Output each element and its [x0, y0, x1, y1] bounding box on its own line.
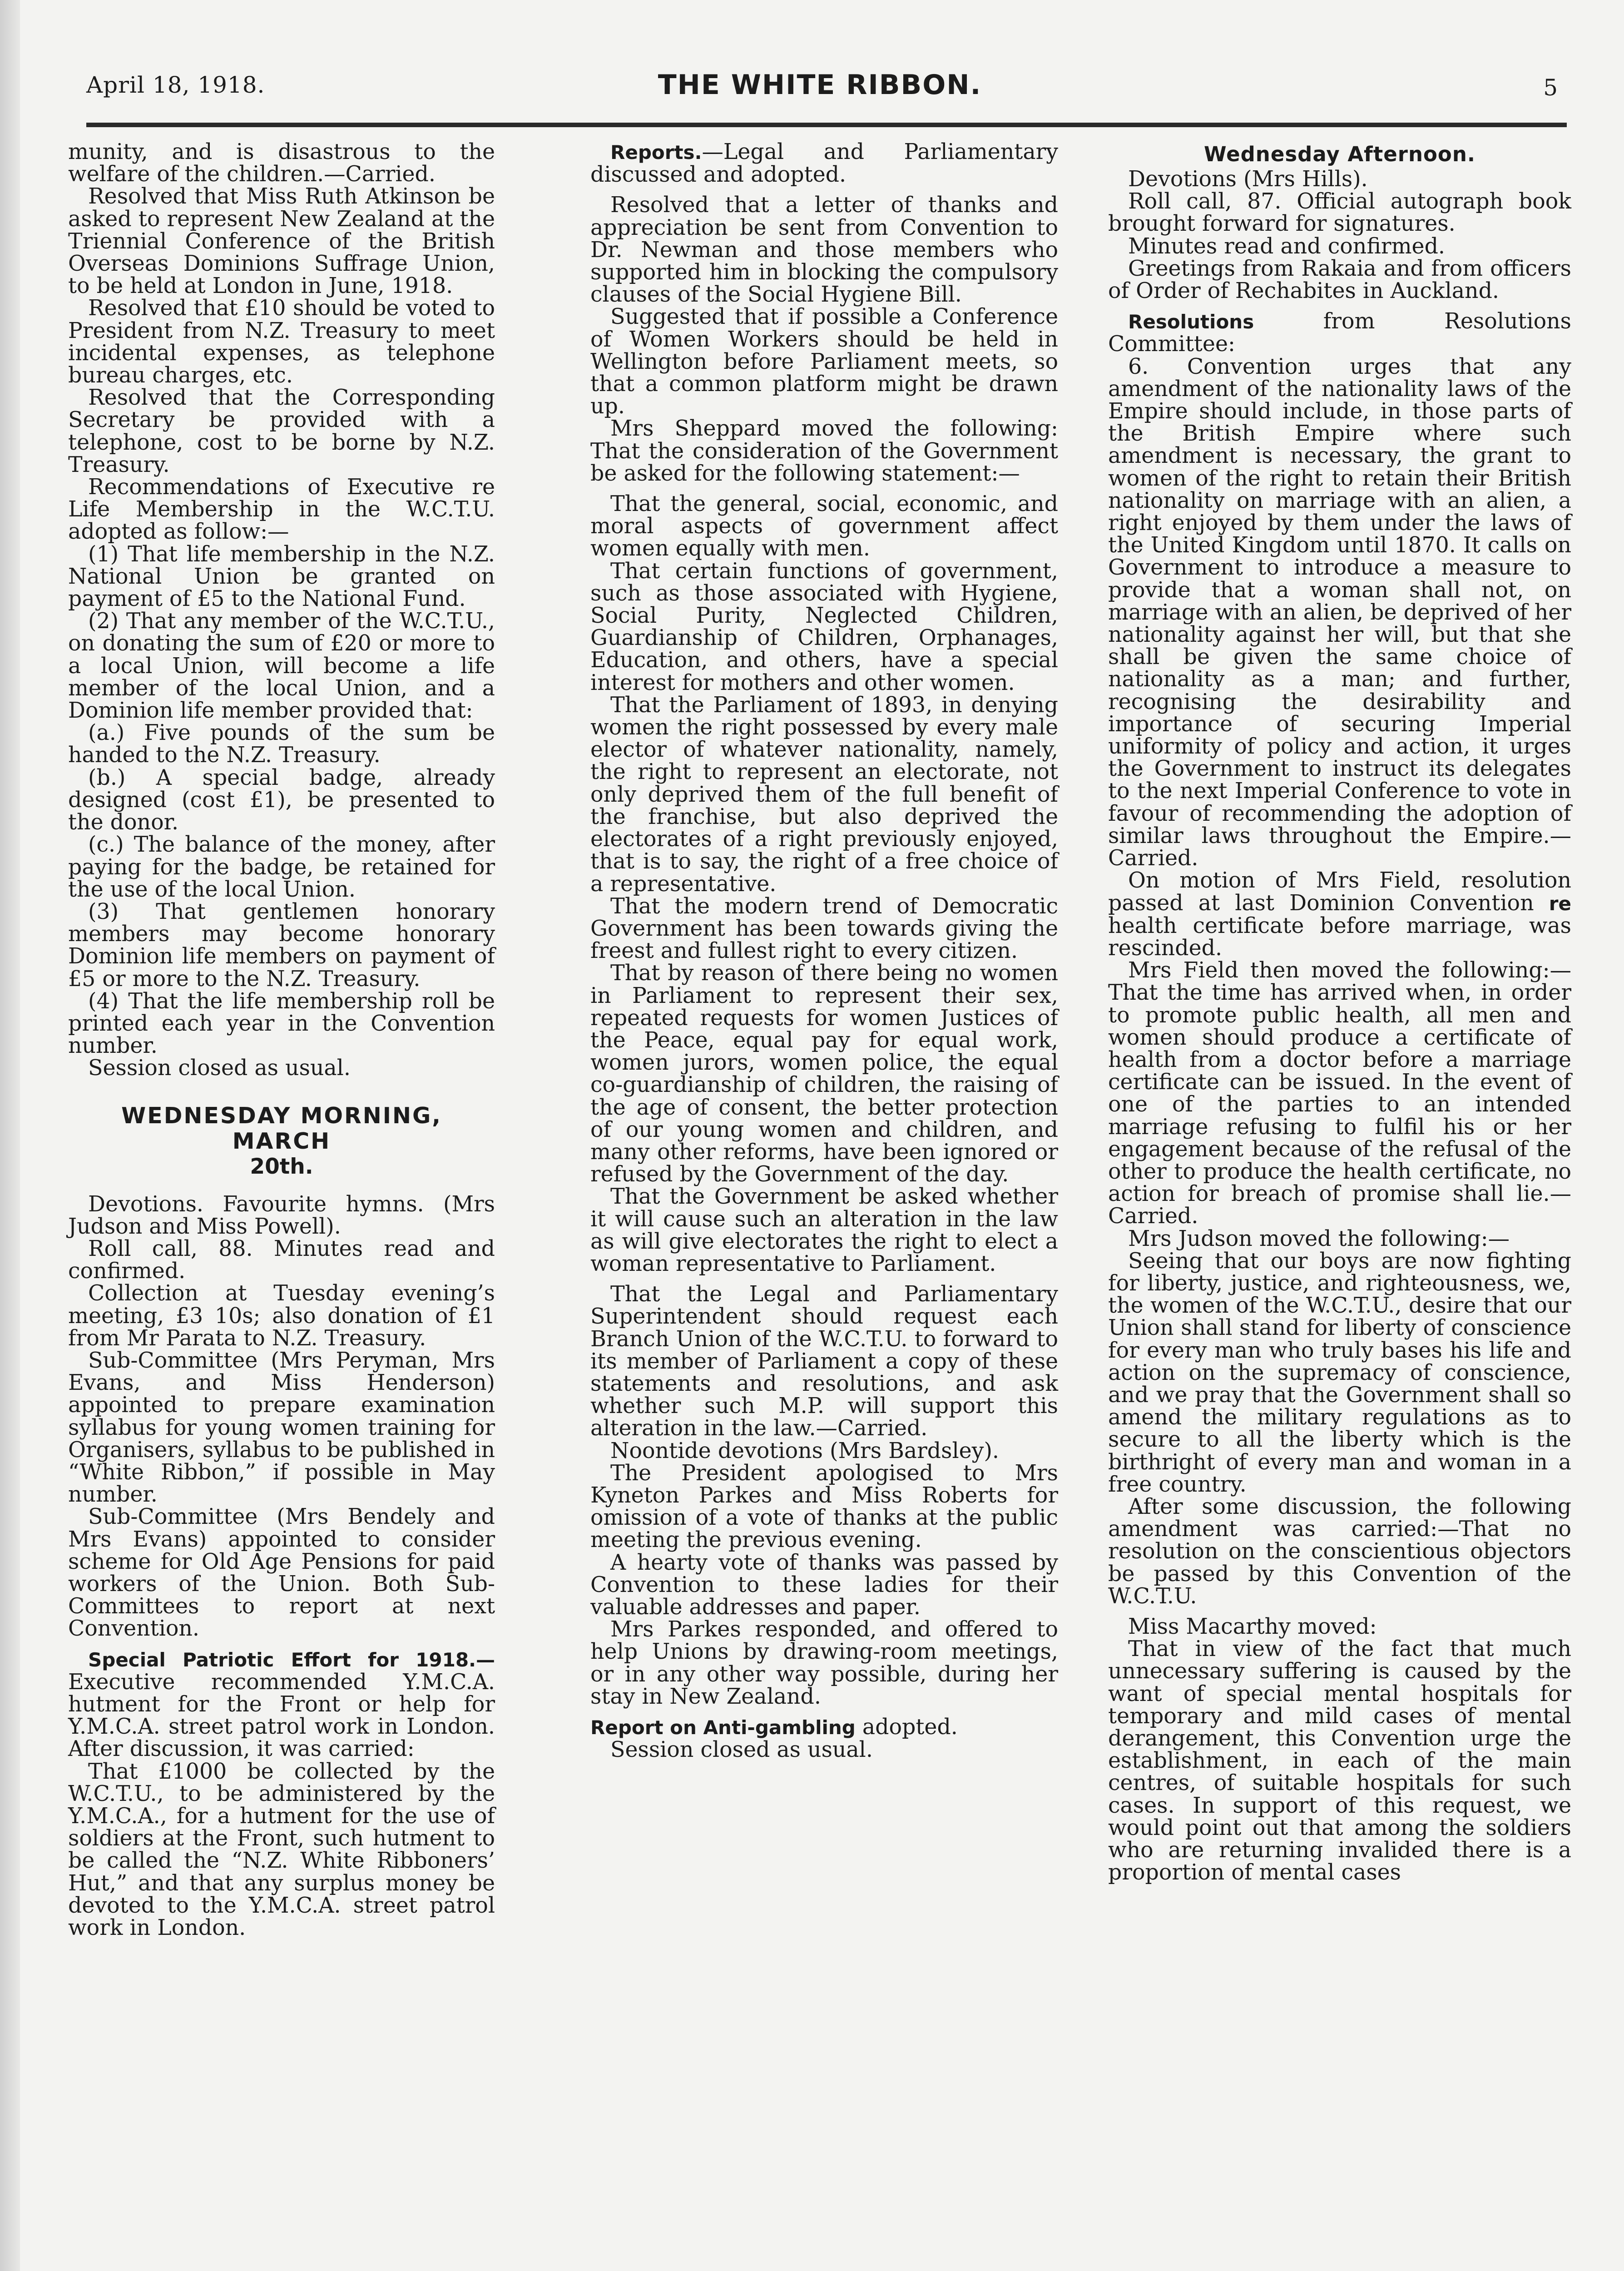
- paragraph: That the general, social, economic, and moral aspects of government affect women equally with men.: [590, 491, 1058, 561]
- paragraph: Session closed as usual.: [88, 1056, 351, 1081]
- paragraph: That the Government be asked whether it will cause such an alteration in the law as will give electorates the right to elect a woman representative to Parliament.: [590, 1184, 1058, 1276]
- paragraph: Minutes read and confirmed.: [1128, 233, 1445, 259]
- paragraph: Mrs Parkes responded, and offered to help Unions by drawing-room meetings, or in any other way possible, during her stay in New Zealand.: [590, 1617, 1058, 1709]
- paragraph: Resolved that the Corresponding Secretary be provided with a telephone, cost to be borne by N.Z. Treasury.: [68, 385, 495, 477]
- paragraph: [1108, 310, 1571, 355]
- paragraph: Resolved that a letter of thanks and appreciation be sent from Convention to Dr. Newman and those members who supported him in blocking the compulsory clauses of the Social Hygiene Bill.: [590, 193, 1058, 307]
- paragraph: Devotions (Mrs Hills).: [1128, 167, 1368, 192]
- paragraph: Greetings from Rakaia and from officers of Order of Rechabites in Auckland.: [1108, 256, 1571, 304]
- paragraph: That £1000 be collected by the W.C.T.U., to be administered by the Y.M.C.A., for a hutment for the use of soldiers at the Front, such hutment to be called the “N.Z. White Ribboners’ Hut,” and that any surplus money be devoted to the Y.M.C.A. street patrol work in London.: [68, 1759, 495, 1941]
- paragraph: (4) That the life membership roll be printed each year in the Convention number.: [68, 988, 495, 1059]
- paragraph: Session closed as usual.: [610, 1737, 873, 1763]
- paragraph: That certain functions of government, such as those associated with Hygiene, Social Purity, Neglected Children, Guardianship of Children, Orphanages, Education, and others, have a special interest for mothers and other women.: [590, 558, 1058, 695]
- paragraph: (b.) A special badge, already designed (cost £1), be presented to the donor.: [68, 765, 495, 835]
- paragraph-text: —Legal and Parliamentary discussed and adopted.: [590, 139, 1058, 188]
- paragraph: That the Legal and Parliamentary Superintendent should request each Branch Union of the W.C.T.U. to forward to its member of Parliament a copy of these statements and resolutions, and ask whether such M.P. will support this alteration in the law.—Carried.: [590, 1282, 1058, 1441]
- paragraph-text: adopted.: [855, 1715, 958, 1740]
- paragraph: Sub-Committee (Mrs Bendely and Mrs Evans) appointed to consider scheme for Old Age Pensions for paid workers of the Union. Both Sub-Committees to report at next Convention.: [68, 1504, 495, 1641]
- issue-date: April 18, 1918.: [86, 72, 265, 98]
- paragraph: [1108, 869, 1571, 959]
- paragraph: Collection at Tuesday evening’s meeting, £3 10s; also donation of £1 from Mr Parata to N.Z. Treasury.: [68, 1281, 495, 1351]
- paragraph: Mrs Field then moved the following:—That the time has arrived when, in order to promote public health, all men and women should produce a certificate of health from a doctor before a marriage certificate can be issued. In the event of one of the parties to an intended marriage refusing to fulfil his or her engagement because of the refusal of the other to produce the health certificate, no action for breach of promise shall lie.—Carried.: [1108, 958, 1571, 1229]
- run-in-term: re: [1549, 892, 1571, 915]
- paragraph: Roll call, 87. Official autograph book brought forward for signatures.: [1108, 189, 1571, 237]
- section-heading: Wednesday Afternoon.: [1204, 142, 1475, 166]
- paragraph: (1) That life membership in the N.Z. National Union be granted on payment of £5 to the National Fund.: [68, 541, 495, 612]
- paragraph: That the Parliament of 1893, in denying women the right possessed by every male elector of whatever nationality, namely, the right to represent an electorate, not only deprived them of the full benefit of the franchise, but also deprived the electorates of a right previously enjoyed, that is to say, the right of a free choice of a representative.: [590, 692, 1058, 897]
- page-number: 5: [1543, 74, 1558, 101]
- header-rule: [86, 123, 1567, 127]
- paragraph-text: Executive recommended Y.M.C.A. hutment for the Front or help for Y.M.C.A. street patrol work in London. After discussion, it was carried:: [68, 1669, 495, 1762]
- paragraph: That the modern trend of Democratic Government has been towards giving the freest and fullest right to every citizen.: [590, 893, 1058, 964]
- paragraph: 6. Convention urges that any amendment of the nationality laws of the Empire should include, in those parts of the British Empire where such amendment is necessary, the grant to women of the right to retain their British nationality on marriage with an alien, a right enjoyed by them under the laws of the United Kingdom until 1870. It calls on Government to introduce a measure to provide that a woman shall not, on marriage with an alien, be deprived of her nationality against her will, but that she shall be given the same choice of nationality as a man; and further, recognising the desirability and importance of securing Imperial uniformity of policy and action, it urges the Government to instruct its delegates to the next Imperial Conference to vote in favour of recommending the adoption of similar laws throughout the Empire.—Carried.: [1108, 354, 1571, 871]
- paragraph: Seeing that our boys are now fighting for liberty, justice, and righteousness, we, the women of the W.C.T.U., desire that our Union shall stand for liberty of conscience for every man who truly bases his life and action on the supremacy of conscience, and we pray that the Government shall so amend the military regulations as to secure to all the liberty which is the birthright of every man and woman in a free country.: [1108, 1248, 1571, 1497]
- paragraph: (2) That any member of the W.C.T.U., on donating the sum of £20 or more to a local Union, will become a life member of the local Union, and a Dominion life member provided that:: [68, 609, 495, 724]
- section-heading: WEDNESDAY MORNING, MARCH: [121, 1102, 442, 1154]
- paragraph: (a.) Five pounds of the sum be handed to the N.Z. Treasury.: [68, 720, 495, 768]
- paragraph: Mrs Judson moved the following:—: [1128, 1226, 1510, 1251]
- paragraph: Suggested that if possible a Conference of Women Workers should be held in Wellington before Parliament meets, so that a common platform might be drawn up.: [590, 304, 1058, 419]
- section-heading-date: 20th.: [250, 1154, 313, 1179]
- paragraph: Roll call, 88. Minutes read and confirmed.: [68, 1236, 495, 1284]
- paragraph: (3) That gentlemen honorary members may become honorary Dominion life members on payment of £5 or more to the N.Z. Treasury.: [68, 899, 495, 992]
- paragraph: A hearty vote of thanks was passed by Convention to these ladies for their valuable addresses and paper.: [590, 1550, 1058, 1620]
- column-1: [68, 141, 495, 1939]
- run-in-heading: Report on Anti-gambling: [590, 1716, 856, 1739]
- run-in-heading: Reports.: [610, 141, 702, 164]
- paragraph: [590, 141, 1058, 186]
- column-3: [1108, 141, 1571, 1884]
- paragraph-text: health certificate before marriage, was rescinded.: [1108, 913, 1571, 961]
- column-2: [590, 141, 1058, 1761]
- paragraph: Resolved that £10 should be voted to President from N.Z. Treasury to meet incidental expenses, as telephone bureau charges, etc.: [68, 296, 495, 388]
- page-header: [86, 68, 1558, 118]
- paragraph-text: On motion of Mrs Field, resolution passed at last Dominion Convention: [1108, 868, 1571, 916]
- paragraph: That by reason of there being no women in Parliament to represent their sex, repeated requests for women Justices of the Peace, equal pay for equal work, women jurors, women police, the equal co-guardianship of children, the raising of the age of consent, the better protection of our young women and children, and many other reforms, have been ignored or refused by the Government of the day.: [590, 961, 1058, 1187]
- paragraph: [68, 1648, 495, 1760]
- paragraph-text: from Resolutions Committee:: [1108, 309, 1571, 357]
- run-in-heading: Special Patriotic Effort for 1918.—: [88, 1648, 495, 1671]
- paragraph: Devotions. Favourite hymns. (Mrs Judson and Miss Powell).: [68, 1191, 495, 1239]
- paragraph: Resolved that Miss Ruth Atkinson be asked to represent New Zealand at the Triennial Conference of the British Overseas Dominions Suffrage Union, to be held at London in June, 1918.: [68, 184, 495, 299]
- page-spine: [0, 0, 20, 2271]
- paragraph: That in view of the fact that much unnecessary suffering is caused by the want of special mental hospitals for temporary and mild cases of mental derangement, this Convention urge the establishment, in each of the main centres, of suitable hospitals for such cases. In support of this request, we would point out that among the soldiers who are returning invalided there is a proportion of mental cases: [1108, 1636, 1571, 1885]
- paragraph: The President apologised to Mrs Kyneton Parkes and Miss Roberts for omission of a vote of thanks at the public meeting the previous evening.: [590, 1460, 1058, 1553]
- paragraph: munity, and is disastrous to the welfare of the children.—Carried.: [68, 139, 495, 187]
- paragraph: Sub-Committee (Mrs Peryman, Mrs Evans, and Miss Henderson) appointed to prepare examination syllabus for young women training for Organisers, syllabus to be published in “White Ribbon,” if possible in May number.: [68, 1348, 495, 1507]
- paragraph: Noontide devotions (Mrs Bardsley).: [610, 1438, 999, 1463]
- paragraph: Recommendations of Executive re Life Membership in the W.C.T.U. adopted as follow:—: [68, 475, 495, 545]
- paragraph: Miss Macarthy moved:: [1128, 1614, 1377, 1639]
- paragraph: (c.) The balance of the money, after paying for the badge, be retained for the use of the local Union.: [68, 832, 495, 902]
- masthead-title: THE WHITE RIBBON.: [658, 69, 982, 101]
- paragraph: Mrs Sheppard moved the following: That the consideration of the Government be asked for the following statement:—: [590, 416, 1058, 486]
- paragraph: After some discussion, the following amendment was carried:—That no resolution on the conscientious objectors be passed by this Convention of the W.C.T.U.: [1108, 1494, 1571, 1609]
- run-in-heading: Resolutions: [1128, 311, 1254, 333]
- paragraph: [590, 1716, 1058, 1739]
